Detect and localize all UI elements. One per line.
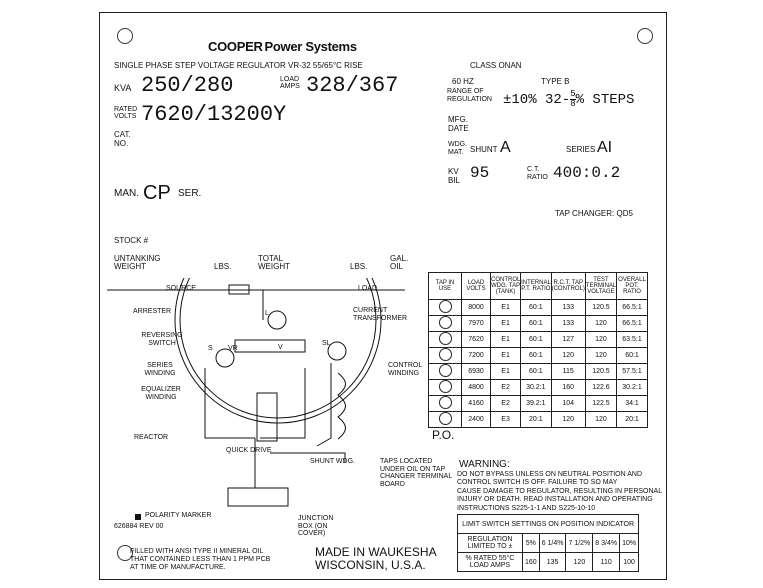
limit-row1-val: 6 1/4% <box>539 534 566 553</box>
polarity-marker-label: POLARITY MARKER <box>145 512 212 519</box>
limit-row2-label: % RATED 55°C LOAD AMPS <box>458 553 523 572</box>
tap-in-use-cell <box>429 332 462 348</box>
tap-header-2: CONTROL WDG. TAP (TANK) <box>491 273 521 300</box>
s-terminal: S <box>208 345 213 352</box>
tap-cell: 104 <box>551 396 585 412</box>
tap-header-1: LOAD VOLTS <box>462 273 491 300</box>
tap-cell: 120 <box>585 316 616 332</box>
tap-header-5: TEST TERMINAL VOLTAGE <box>585 273 616 300</box>
tap-cell: 63.5:1 <box>617 332 648 348</box>
tap-cell: 60:1 <box>521 364 551 380</box>
tap-cell: 39.2:1 <box>521 396 551 412</box>
oil-note: FILLED WITH ANSI TYPE II MINERAL OIL THAT CONTAINED LESS THAN 1 PPM PCB AT TIME OF MANUFACTURE. <box>130 548 271 572</box>
tap-cell: 133 <box>551 300 585 316</box>
tap-header-0: TAP IN USE <box>429 273 462 300</box>
wdg-mat-label: WDG. MAT. <box>448 141 468 156</box>
series-label: SERIES <box>566 145 596 154</box>
tap-circle-icon <box>439 348 452 361</box>
reactor-label: REACTOR <box>134 434 169 441</box>
tap-cell: 34:1 <box>617 396 648 412</box>
tap-row <box>429 396 648 412</box>
tap-cell: E1 <box>491 300 521 316</box>
limit-row1-val: 7 1/2% <box>566 534 593 553</box>
tap-cell: 133 <box>551 316 585 332</box>
tap-cell: 160 <box>551 380 585 396</box>
range-label: RANGE OF REGULATION <box>447 88 492 103</box>
tap-row <box>429 412 648 428</box>
l-terminal: L <box>265 310 269 317</box>
tap-cell: 4800 <box>462 380 491 396</box>
tap-cell: E2 <box>491 380 521 396</box>
lbs-label-2: LBS. <box>350 262 368 271</box>
tap-cell: 7620 <box>462 332 491 348</box>
tap-cell: 2400 <box>462 412 491 428</box>
source-label: SOURCE <box>166 285 196 292</box>
kva-label: KVA <box>114 83 132 93</box>
type-line: SINGLE PHASE STEP VOLTAGE REGULATOR VR-32 55/65°C RISE <box>114 61 363 70</box>
mfg-date-label: MFG. DATE <box>448 115 469 133</box>
warning-title: WARNING: <box>459 459 510 470</box>
tap-cell: 120 <box>585 412 616 428</box>
gal-oil-label: GAL. OIL <box>390 254 409 272</box>
tap-row <box>429 348 648 364</box>
tap-cell: 30.2:1 <box>521 380 551 396</box>
tap-cell: 122.5 <box>585 396 616 412</box>
load-amps-value: 328/367 <box>306 73 399 98</box>
rated-volts-label: RATED VOLTS <box>114 106 138 120</box>
kv-bil-value: 95 <box>470 164 490 182</box>
tap-cell: E1 <box>491 316 521 332</box>
tap-row <box>429 316 648 332</box>
tap-table <box>428 272 648 428</box>
tap-cell: 7200 <box>462 348 491 364</box>
tap-cell: 6930 <box>462 364 491 380</box>
junction-box <box>228 488 288 506</box>
tap-cell: 66.5:1 <box>617 316 648 332</box>
tap-cell: 120 <box>551 348 585 364</box>
tap-cell: 57.5:1 <box>617 364 648 380</box>
series-winding-label: SERIES WINDING <box>144 362 176 377</box>
limit-row2-val: 110 <box>593 553 620 572</box>
cooper-logo: COOPER Power Systems <box>208 39 357 54</box>
tap-cell: 115 <box>551 364 585 380</box>
polarity-marker-symbol <box>135 514 141 520</box>
tap-circle-icon <box>439 364 452 377</box>
tap-in-use-cell <box>429 348 462 364</box>
tap-in-use-cell <box>429 412 462 428</box>
tap-cell: 120 <box>551 412 585 428</box>
tap-in-use-cell <box>429 380 462 396</box>
tap-cell: 60:1 <box>521 316 551 332</box>
ser-label: SER. <box>178 188 202 199</box>
shunt-value: A <box>500 139 511 156</box>
ct-ratio-value: 400:0.2 <box>553 164 621 182</box>
tap-in-use-cell <box>429 396 462 412</box>
sl-terminal: SL <box>322 340 331 347</box>
warning-text: DO NOT BYPASS UNLESS ON NEUTRAL POSITION AND CONTROL SWITCH IS OFF. FAILURE TO SO MAY CAUSE DAMAGE TO REGULATOR, RESULTING IN PERSONAL INJURY OR DEATH. READ INSTALLATION AND OPERATING INSTRUCTIONS S225-1-1 AND S225-10-10 <box>457 471 663 512</box>
range-value: ±10% 32- $\frac{5}{8}$ % STEPS <box>503 89 635 109</box>
shunt-wdg-label: SHUNT WDG. <box>310 458 355 465</box>
equalizer-winding-label: EQUALIZER WINDING <box>141 386 181 401</box>
control-winding-path <box>317 363 331 446</box>
kva-value: 250/280 <box>141 73 234 98</box>
tap-cell: 4160 <box>462 396 491 412</box>
tap-cell: 60:1 <box>617 348 648 364</box>
tap-circle-icon <box>439 380 452 393</box>
load-label: LOAD <box>358 285 378 292</box>
tap-circle-icon <box>439 396 452 409</box>
arrester-label: ARRESTER <box>133 308 172 315</box>
class-label: CLASS ONAN <box>470 61 522 70</box>
tap-cell: 60:1 <box>521 348 551 364</box>
tap-header-6: OVERALL POT. RATIO <box>617 273 648 300</box>
tap-changer-frame <box>205 368 305 438</box>
taps-note: TAPS LOCATED UNDER OIL ON TAP CHANGER TERMINAL BOARD <box>380 458 452 489</box>
tap-cell: 20:1 <box>521 412 551 428</box>
limit-row2-val: 135 <box>539 553 566 572</box>
tap-cell: 60:1 <box>521 300 551 316</box>
kv-bil-label: KV BIL <box>448 167 461 185</box>
tap-cell: E1 <box>491 332 521 348</box>
tap-in-use-cell <box>429 364 462 380</box>
tap-circle-icon <box>439 316 452 329</box>
mounting-hole-top-left <box>117 28 133 44</box>
control-winding-coil <box>338 373 346 439</box>
junction-box-label: JUNCTION BOX (ON COVER) <box>298 515 334 538</box>
part-number: 626884 REV 00 <box>114 523 164 530</box>
total-weight-label: TOTAL WEIGHT <box>258 254 290 272</box>
tap-changer: TAP CHANGER: QD5 <box>555 209 633 218</box>
tap-cell: 7970 <box>462 316 491 332</box>
mounting-hole-top-right <box>637 28 653 44</box>
tap-row <box>429 364 648 380</box>
frequency: 60 HZ <box>452 77 474 86</box>
rated-volts-value: 7620/13200Y <box>141 102 287 127</box>
tap-cell: E2 <box>491 396 521 412</box>
lbs-label-1: LBS. <box>214 262 232 271</box>
limit-row2-val: 160 <box>523 553 540 572</box>
limit-title: LIMIT SWITCH SETTINGS ON POSITION INDICATOR <box>458 515 639 534</box>
po-label: P.O. <box>432 428 455 442</box>
v-label: V <box>278 344 283 351</box>
limit-row1-label: REGULATION LIMITED TO ± <box>458 534 523 553</box>
tap-row <box>429 300 648 316</box>
tap-in-use-cell <box>429 300 462 316</box>
tap-header-3: INTERNAL P.T. RATIO <box>521 273 551 300</box>
man-value: CP <box>143 182 171 204</box>
tap-row <box>429 332 648 348</box>
made-in: MADE IN WAUKESHA WISCONSIN, U.S.A. <box>315 545 437 573</box>
l-bushing <box>268 311 286 329</box>
tap-cell: 120.5 <box>585 364 616 380</box>
tap-cell: 66.5:1 <box>617 300 648 316</box>
tap-cell: E1 <box>491 364 521 380</box>
limit-row1-val: 5% <box>523 534 540 553</box>
control-winding-label: CONTROL WINDING <box>388 362 422 377</box>
stock-label: STOCK # <box>114 236 149 245</box>
tap-cell: E3 <box>491 412 521 428</box>
vr-label: VR <box>228 345 238 352</box>
tap-cell: 30.2:1 <box>617 380 648 396</box>
untanking-weight-label: UNTANKING WEIGHT <box>114 254 161 272</box>
limit-row2-val: 100 <box>620 553 639 572</box>
reversing-switch-label: REVERSING SWITCH <box>141 332 183 347</box>
cat-no-label: CAT. NO. <box>114 130 131 148</box>
tap-row <box>429 380 648 396</box>
reversing-switch-block <box>235 340 305 352</box>
man-label: MAN. <box>114 188 139 199</box>
series-value: AI <box>597 139 613 156</box>
quick-drive-label: QUICK DRIVE <box>226 447 272 454</box>
limit-row1-val: 10% <box>620 534 639 553</box>
type-b: TYPE B <box>541 77 570 86</box>
tap-in-use-cell <box>429 316 462 332</box>
limit-row1-val: 8 3/4% <box>593 534 620 553</box>
tap-header-4: R.C.T. TAP (CONTROL) <box>551 273 585 300</box>
ct-ratio-label: C.T. RATIO <box>527 166 548 181</box>
tap-cell: 120 <box>585 332 616 348</box>
current-transformer-label: CURRENT TRANSFORMER <box>353 307 408 322</box>
tap-cell: 122.6 <box>585 380 616 396</box>
tap-circle-icon <box>439 300 452 313</box>
limit-row2-val: 120 <box>566 553 593 572</box>
tap-circle-icon <box>439 412 452 425</box>
limit-switch-table <box>457 514 639 572</box>
tap-cell: 120 <box>585 348 616 364</box>
load-amps-label: LOAD AMPS <box>280 76 300 90</box>
shunt-label: SHUNT <box>470 145 498 154</box>
tap-cell: 60:1 <box>521 332 551 348</box>
tap-cell: E1 <box>491 348 521 364</box>
tap-cell: 120.5 <box>585 300 616 316</box>
tap-cell: 8000 <box>462 300 491 316</box>
tap-cell: 20:1 <box>617 412 648 428</box>
tap-cell: 127 <box>551 332 585 348</box>
tap-circle-icon <box>439 332 452 345</box>
